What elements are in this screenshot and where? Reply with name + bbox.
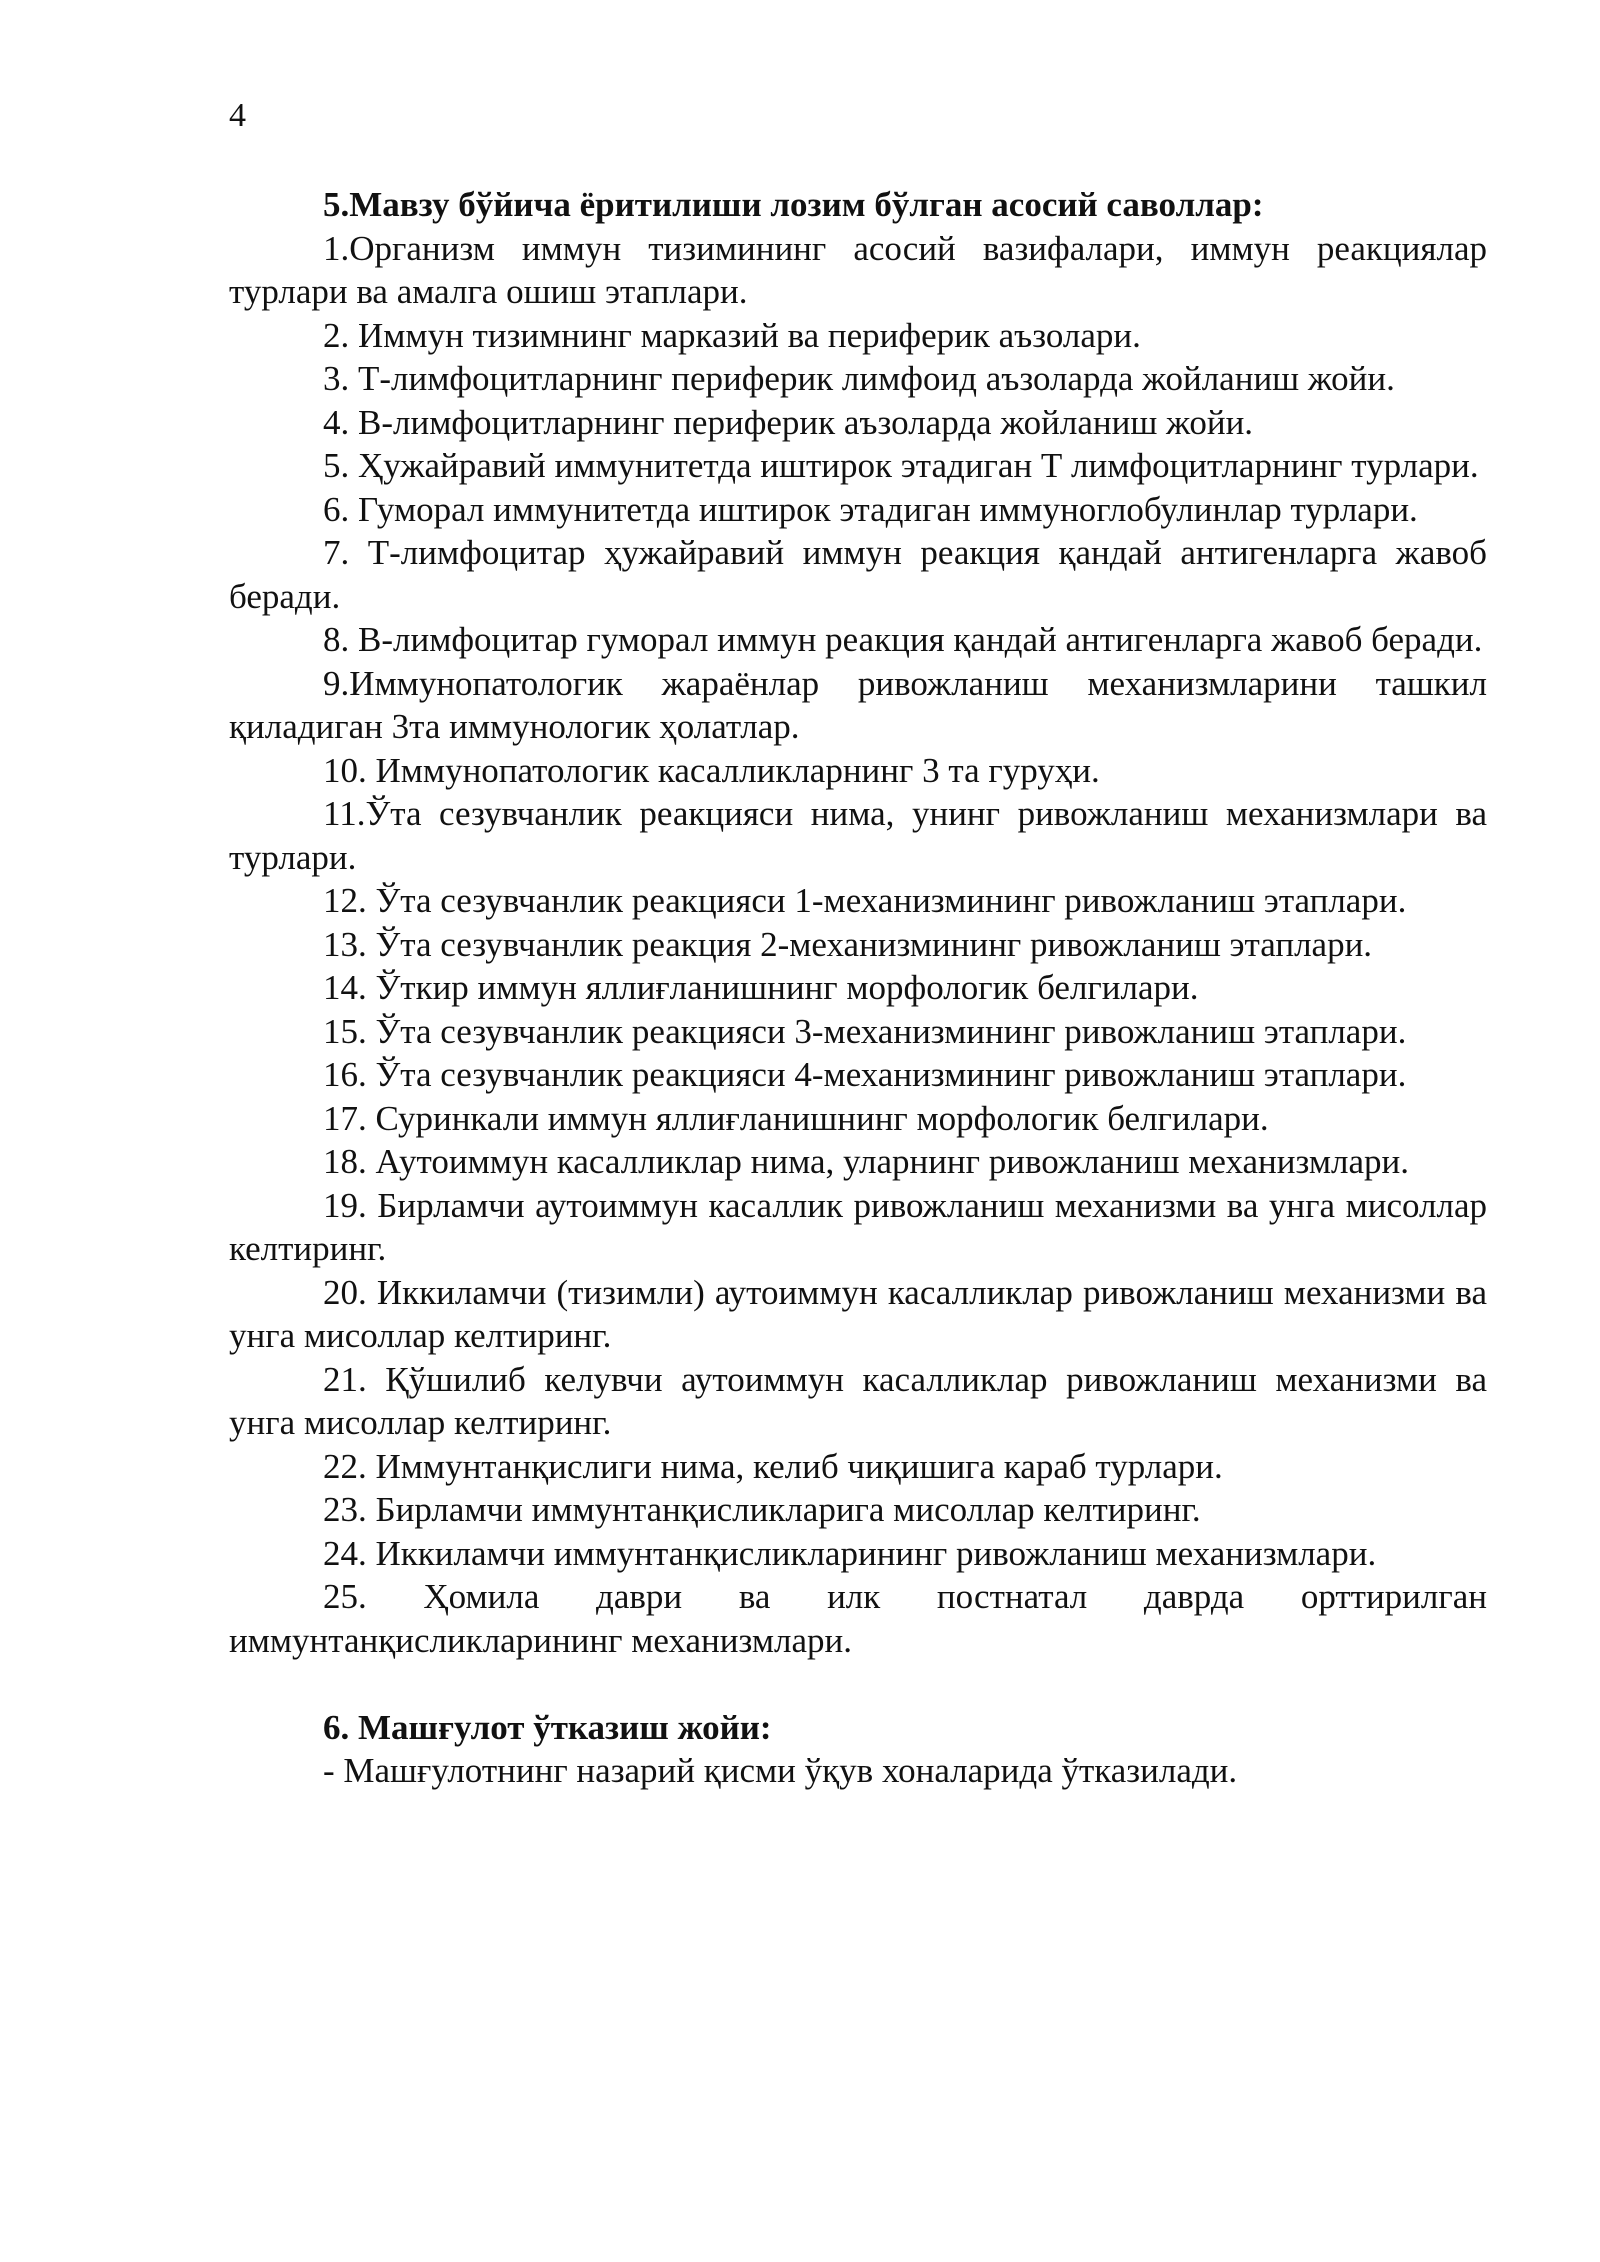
question-item-20: 20. Иккиламчи (тизимли) аутоиммун касалликлар ривожланиш механизми ва унга мисоллар келтиринг. [229,1272,1487,1355]
question-item-12: 12. Ўта сезувчанлик реакцияси 1-механизмининг ривожланиш этаплари. [323,881,1407,920]
question-item-21: 21. Қўшилиб келувчи аутоиммун касалликлар ривожланиш механизми ва унга мисоллар келтиринг. [229,1359,1487,1442]
question-item-11: 11.Ўта сезувчанлик реакцияси нима, унинг ривожланиш механизмлари ва турлари. [229,794,1487,877]
question-item-4: 4. В-лимфоцитларнинг периферик аъзоларда жойланиш жойи. [323,402,1254,442]
page-body [229,183,1487,1793]
question-item-24: 24. Иккиламчи иммунтанқисликларининг ривожланиш механизмлари. [323,1533,1377,1573]
question-item-13: 13. Ўта сезувчанлик реакция 2-механизмининг ривожланиш этаплари. [323,924,1373,964]
question-item-5: 5. Ҳужайравий иммунитетда иштирок этадиган Т лимфоцитларнинг турлари. [323,446,1479,485]
question-item-3: 3. Т-лимфоцитларнинг периферик лимфоид аъзоларда жойланиш жойи. [323,359,1395,398]
question-item-23: 23. Бирламчи иммунтанқисликларига мисоллар келтиринг. [323,1490,1201,1529]
section-6-heading: 6. Машғулот ўтказиш жойи: [323,1707,772,1747]
question-item-19: 19. Бирламчи аутоиммун касаллик ривожланиш механизми ва унга мисоллар келтиринг. [229,1185,1487,1268]
question-item-17: 17. Суринкали иммун яллиғланишнинг морфологик белгилари. [323,1098,1269,1138]
question-item-6: 6. Гуморал иммунитетда иштирок этадиган иммуноглобулинлар турлари. [323,489,1418,529]
question-item-25: 25. Ҳомила даври ва илк постнатал даврда орттирилган иммунтанқисликларининг механизмлари. [229,1577,1487,1660]
question-item-15: 15. Ўта сезувчанлик реакцияси 3-механизмининг ривожланиш этаплари. [323,1011,1407,1051]
question-item-9: 9.Иммунопатологик жараёнлар ривожланиш механизмларини ташкил қиладиган 3та иммунологик ҳолатлар. [229,663,1487,746]
question-item-14: 14. Ўткир иммун яллиғланишнинг морфологик белгилари. [323,968,1199,1007]
question-item-7: 7. Т-лимфоцитар ҳужайравий иммун реакция қандай антигенларга жавоб беради. [229,533,1487,616]
location-item-1: - Машғулотнинг назарий қисми ўқув хоналарида ўтказилади. [323,1751,1238,1790]
question-item-1: 1.Организм иммун тизимининг асосий вазифалари, иммун реакциялар турлари ва амалга ошиш этаплари. [229,228,1487,311]
section-spacer [229,1662,1487,1706]
page-number: 4 [229,97,246,134]
question-item-10: 10. Иммунопатологик касалликларнинг 3 та гуруҳи. [323,750,1100,790]
question-item-16: 16. Ўта сезувчанлик реакцияси 4-механизмининг ривожланиш этаплари. [323,1055,1407,1094]
question-item-22: 22. Иммунтанқислиги нима, келиб чиқишига караб турлари. [323,1446,1223,1486]
question-item-2: 2. Иммун тизимнинг марказий ва периферик аъзолари. [323,315,1141,355]
question-item-18: 18. Аутоиммун касалликлар нима, уларнинг ривожланиш механизмлари. [323,1142,1409,1181]
section-5-heading: 5.Мавзу бўйича ёритилиши лозим бўлган асосий саволлар: [323,185,1264,224]
question-item-8: 8. В-лимфоцитар гуморал иммун реакция қандай антигенларга жавоб беради. [323,620,1483,659]
